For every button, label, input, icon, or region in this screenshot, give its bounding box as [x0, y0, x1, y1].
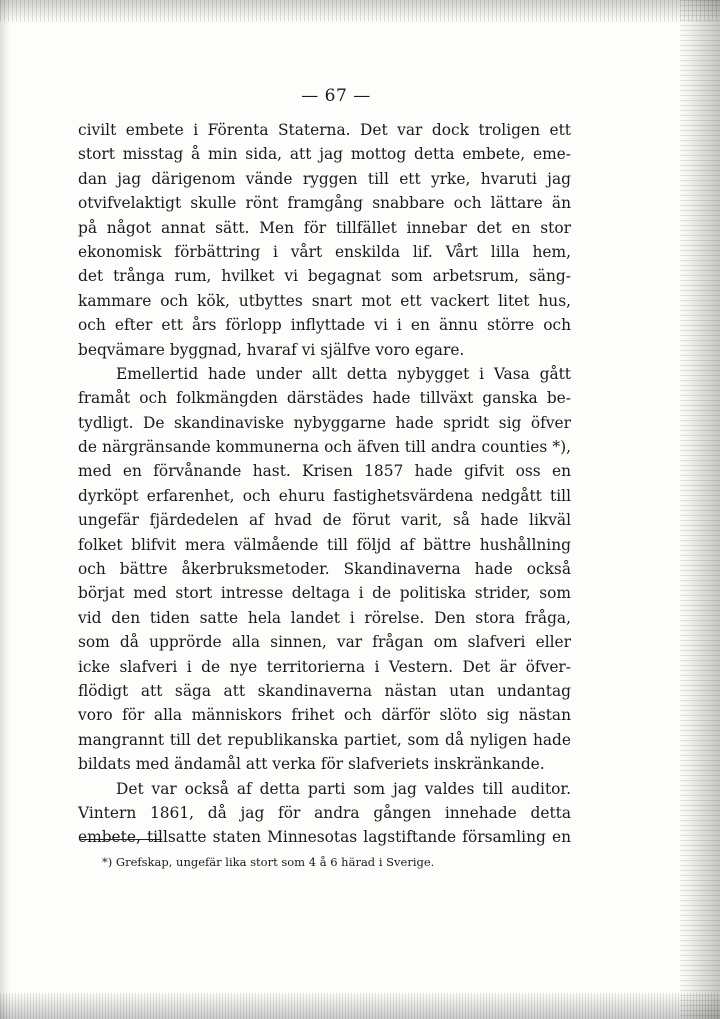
scan-edge-bottom — [0, 993, 720, 1019]
text-line: kammare och kök, utbyttes snart mot ett vackert litet hus, — [78, 291, 571, 310]
text-line: tydligt. De skandinaviske nybyggarne hade spridt sig öfver — [78, 413, 571, 432]
text-line: de närgränsande kommunerna och äfven till andra counties *), — [78, 438, 571, 457]
text-line: mangrannt till det republikanska partiet, som då nyligen hade — [78, 730, 571, 749]
scan-edge-left — [0, 0, 10, 1019]
text-line: ekonomisk förbättring i vårt enskilda lif. Vårt lilla hem, — [78, 242, 571, 261]
scan-edge-right — [680, 0, 720, 1019]
text-line: och bättre åkerbruksmetoder. Skandinaverna hade också — [78, 560, 571, 579]
text-line: embete, tillsatte staten Minnesotas lagstiftande församling en — [78, 828, 571, 847]
text-line: bildats med ändamål att verka för slafveriets inskränkande. — [78, 755, 545, 774]
text-line: civilt embete i Förenta Staterna. Det var dock troligen ett — [78, 121, 571, 139]
text-line: voro för alla människors frihet och därför slöto sig nästan — [78, 706, 571, 725]
text-line: framåt och folkmängden därstädes hade tillväxt ganska be- — [78, 389, 571, 408]
footnote: *) Grefskap, ungefär lika stort som 4 å 6 härad i Sverige. — [102, 855, 435, 869]
text-line: folket blifvit mera välmående till följd af bättre hushållning — [78, 535, 571, 554]
scan-edge-top — [0, 0, 720, 22]
text-line: Emellertid hade under allt detta nybygget i Vasa gått — [116, 364, 571, 383]
text-line: vid den tiden satte hela landet i rörelse. Den stora fråga, — [78, 608, 571, 627]
text-line: på något annat sätt. Men för tillfället innebar det en stor — [78, 218, 571, 237]
text-line: beqvämare byggnad, hvaraf vi själfve voro egare. — [78, 340, 465, 359]
page-number: — 67 — — [301, 86, 371, 106]
text-line: Det var också af detta parti som jag valdes till auditor. — [116, 779, 571, 798]
text-line: som då upprörde alla sinnen, var frågan om slafveri eller — [78, 633, 571, 652]
text-line: stort misstag å min sida, att jag mottog detta embete, eme- — [78, 145, 571, 164]
text-line: börjat med stort intresse deltaga i de politiska strider, som — [78, 584, 571, 603]
text-line: ungefär fjärdedelen af hvad de förut varit, så hade likväl — [78, 511, 571, 530]
text-line: Vintern 1861, då jag för andra gången innehade detta — [78, 803, 571, 822]
text-line: icke slafveri i de nye territorierna i Vestern. Det är öfver- — [78, 657, 571, 676]
body-text — [78, 118, 571, 850]
text-line: flödigt att säga att skandinaverna nästan utan undantag — [78, 681, 571, 700]
text-line: med en förvånande hast. Krisen 1857 hade gifvit oss en — [78, 462, 571, 481]
text-line: otvifvelaktigt skulle rönt framgång snabbare och lättare än — [78, 194, 571, 213]
text-line: det trånga rum, hvilket vi begagnat som arbetsrum, säng- — [78, 267, 571, 286]
text-line: dan jag därigenom vände ryggen till ett yrke, hvaruti jag — [78, 169, 571, 188]
text-line: och efter ett års förlopp inflyttade vi i en ännu större och — [78, 316, 571, 335]
text-line: dyrköpt erfarenhet, och ehuru fastighetsvärdena nedgått till — [78, 486, 571, 505]
footnote-divider — [80, 839, 162, 840]
